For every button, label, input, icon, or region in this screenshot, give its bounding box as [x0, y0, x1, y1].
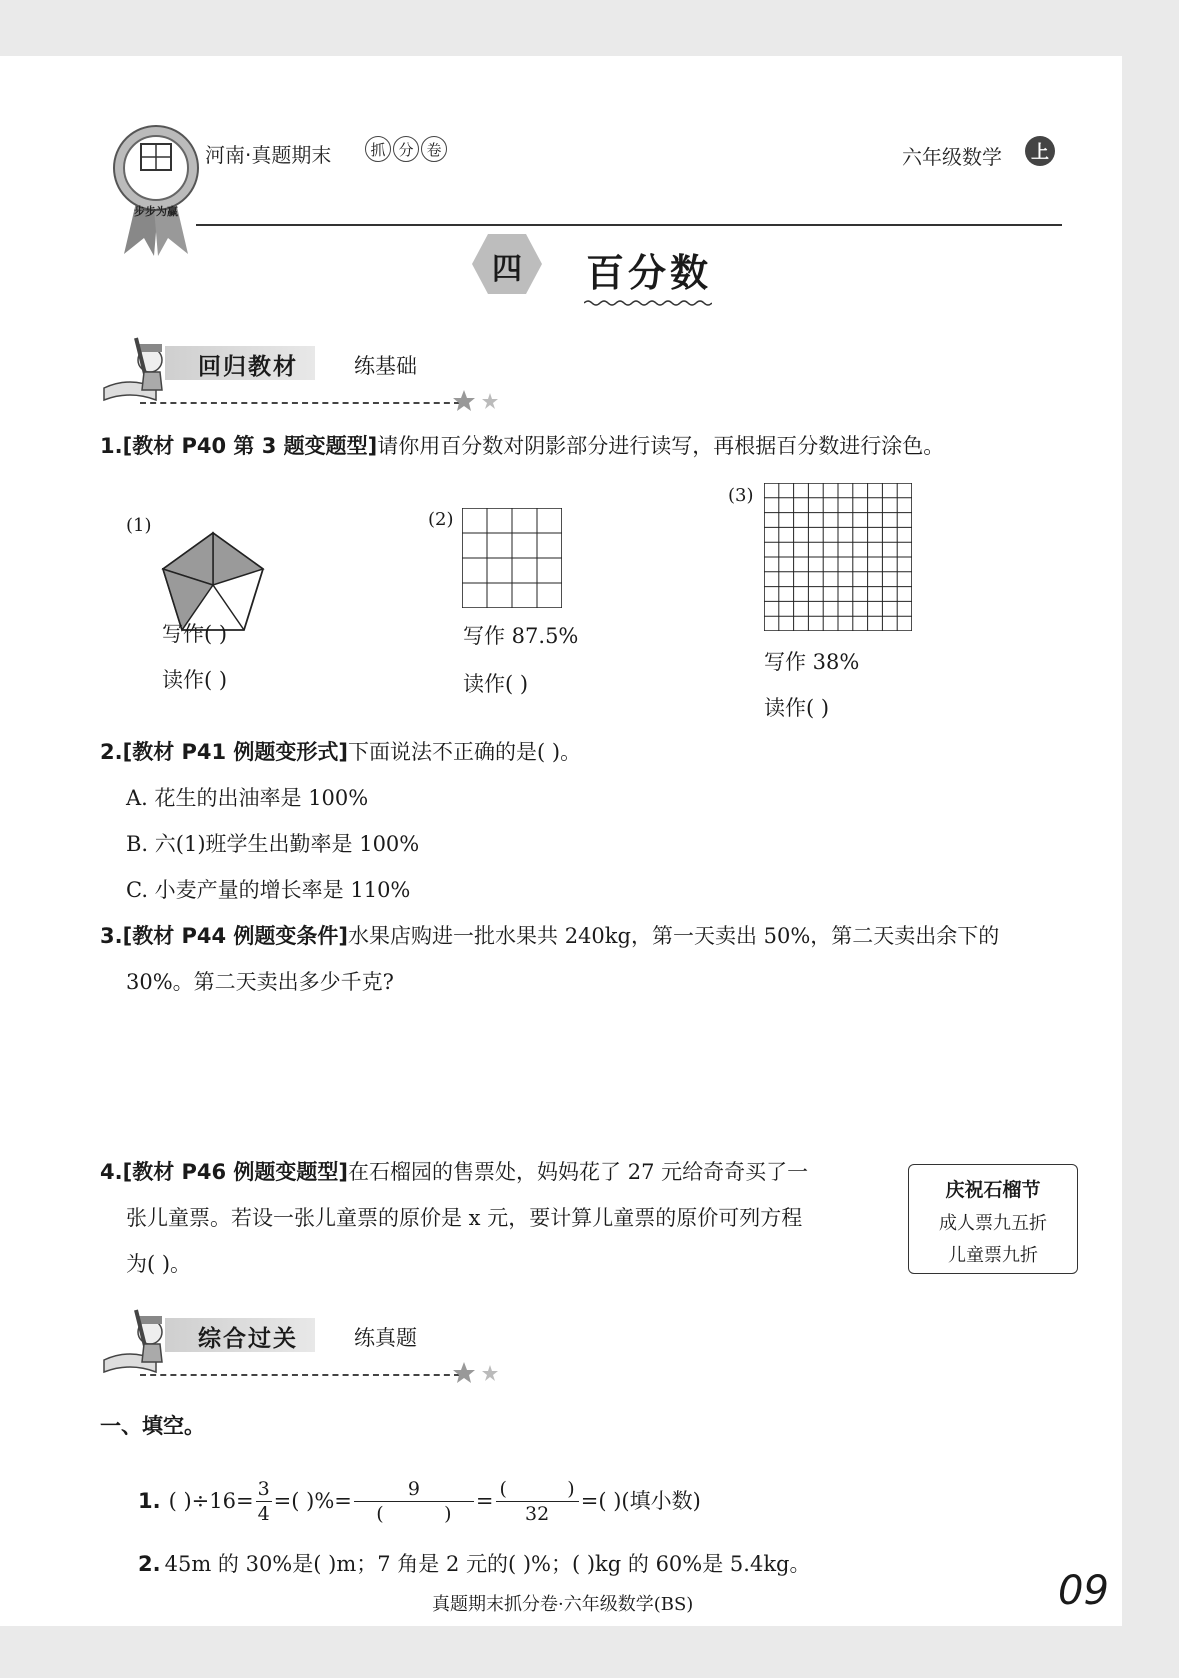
brand-logo-text: 步步为赢 — [134, 205, 178, 218]
f1-frac1-num: 3 — [257, 1477, 270, 1500]
fig1-label: (1) — [126, 515, 152, 536]
f1-fraction-3 — [496, 1477, 579, 1526]
f1-frac1-den: 4 — [257, 1502, 270, 1525]
badge-char-1: 抓 — [365, 136, 391, 162]
q2 — [100, 738, 581, 766]
q4-tag: [教材 P46 例题变题型] — [122, 1160, 349, 1184]
q2-option-b: B. 六(1)班学生出勤率是 100% — [126, 832, 420, 856]
f2-line — [138, 1550, 811, 1578]
q3 — [100, 922, 999, 950]
series-badge — [365, 136, 447, 164]
badge-char-2: 分 — [393, 136, 419, 162]
footer-text: 真题期末抓分卷·六年级数学(BS) — [432, 1594, 694, 1615]
f2-number: 2. — [138, 1552, 161, 1576]
q4-number: 4. — [100, 1160, 123, 1184]
unit-number: 四 — [492, 252, 522, 287]
q2-option-c: C. 小麦产量的增长率是 110% — [126, 878, 411, 902]
q4-notice-title: 庆祝石榴节 — [945, 1179, 1041, 1201]
q1-text: 请你用百分数对阴影部分进行读写，再根据百分数进行涂色。 — [377, 434, 945, 458]
unit-title: 百分数 — [586, 251, 713, 295]
series-title: 河南·真题期末 — [205, 143, 332, 167]
section2-dash-line — [140, 1374, 460, 1376]
q1-number: 1. — [100, 434, 123, 458]
q4-line2: 张儿童票。若设一张儿童票的原价是 x 元，要计算儿童票的原价可列方程 — [126, 1206, 803, 1230]
fig2-write: 写作 87.5% — [463, 624, 579, 648]
unit-number-hexagon — [470, 232, 544, 296]
q4 — [100, 1158, 808, 1186]
q4-notice-line2: 儿童票九折 — [948, 1245, 1038, 1266]
section2-subtitle: 练真题 — [354, 1326, 417, 1350]
fig2-grid[interactable] — [462, 508, 562, 608]
fig3-read: 读作( ) — [764, 696, 830, 720]
q2-number: 2. — [100, 740, 123, 764]
f1-line — [138, 1466, 701, 1536]
badge-char-3: 卷 — [421, 136, 447, 162]
q4-notice-box — [908, 1164, 1078, 1274]
brand-logo — [110, 116, 202, 266]
f1-frac2-den: ( ) — [376, 1502, 452, 1525]
q3-line2: 30%。第二天卖出多少千克? — [126, 970, 394, 994]
f1-frac3-den: 32 — [525, 1502, 550, 1525]
f1-frac3-num: ( ) — [496, 1477, 579, 1502]
section1-subtitle: 练基础 — [354, 354, 417, 378]
f1-frac2-num: 9 — [354, 1477, 474, 1502]
fig3-grid[interactable] — [764, 483, 912, 631]
section1-dash-line — [140, 402, 460, 404]
part1-title: 一、填空。 — [100, 1414, 205, 1438]
fig1-write: 写作( ) — [162, 622, 228, 646]
volume-badge: 上 — [1025, 136, 1055, 166]
q3-line1: 水果店购进一批水果共 240kg，第一天卖出 50%，第二天卖出余下的 — [348, 924, 1000, 948]
q3-number: 3. — [100, 924, 123, 948]
q4-line1: 在石榴园的售票处，妈妈花了 27 元给奇奇买了一 — [348, 1160, 809, 1184]
header-rule — [196, 224, 1062, 226]
page-number: 09 — [1058, 1568, 1109, 1614]
f2-text: 45m 的 30%是( )m；7 角是 2 元的( )%；( )kg 的 60%是 5.4kg。 — [164, 1552, 811, 1576]
fig3-label: (3) — [728, 485, 754, 506]
section1-stars-icon — [452, 389, 502, 413]
f1-end: =( )(填小数) — [580, 1489, 701, 1513]
f1-mid2: = — [475, 1489, 494, 1513]
q1 — [100, 432, 944, 460]
q2-text: 下面说法不正确的是( )。 — [348, 740, 582, 764]
worksheet-page — [0, 56, 1122, 1626]
f1-mid1: =( )%= — [273, 1489, 352, 1513]
fig3-write: 写作 38% — [764, 650, 860, 674]
q2-option-a: A. 花生的出油率是 100% — [126, 786, 369, 810]
q4-line3: 为( )。 — [126, 1252, 192, 1276]
unit-title-wave — [584, 292, 712, 300]
section2-stars-icon — [452, 1361, 502, 1385]
fig2-read: 读作( ) — [463, 672, 529, 696]
q4-notice-line1: 成人票九五折 — [939, 1213, 1047, 1234]
section2-title: 综合过关 — [198, 1326, 298, 1352]
q3-tag: [教材 P44 例题变条件] — [122, 924, 349, 948]
grade-label: 六年级数学 — [902, 145, 1002, 169]
fig1-read: 读作( ) — [162, 668, 228, 692]
q2-tag: [教材 P41 例题变形式] — [122, 740, 349, 764]
f1-number: 1. — [138, 1489, 161, 1513]
f1-fraction-2 — [354, 1477, 474, 1526]
q1-tag: [教材 P40 第 3 题变题型] — [122, 434, 378, 458]
f1-open: ( )÷16= — [168, 1489, 254, 1513]
section1-title: 回归教材 — [198, 354, 298, 380]
fig2-label: (2) — [428, 509, 454, 530]
f1-fraction-1 — [256, 1477, 272, 1526]
